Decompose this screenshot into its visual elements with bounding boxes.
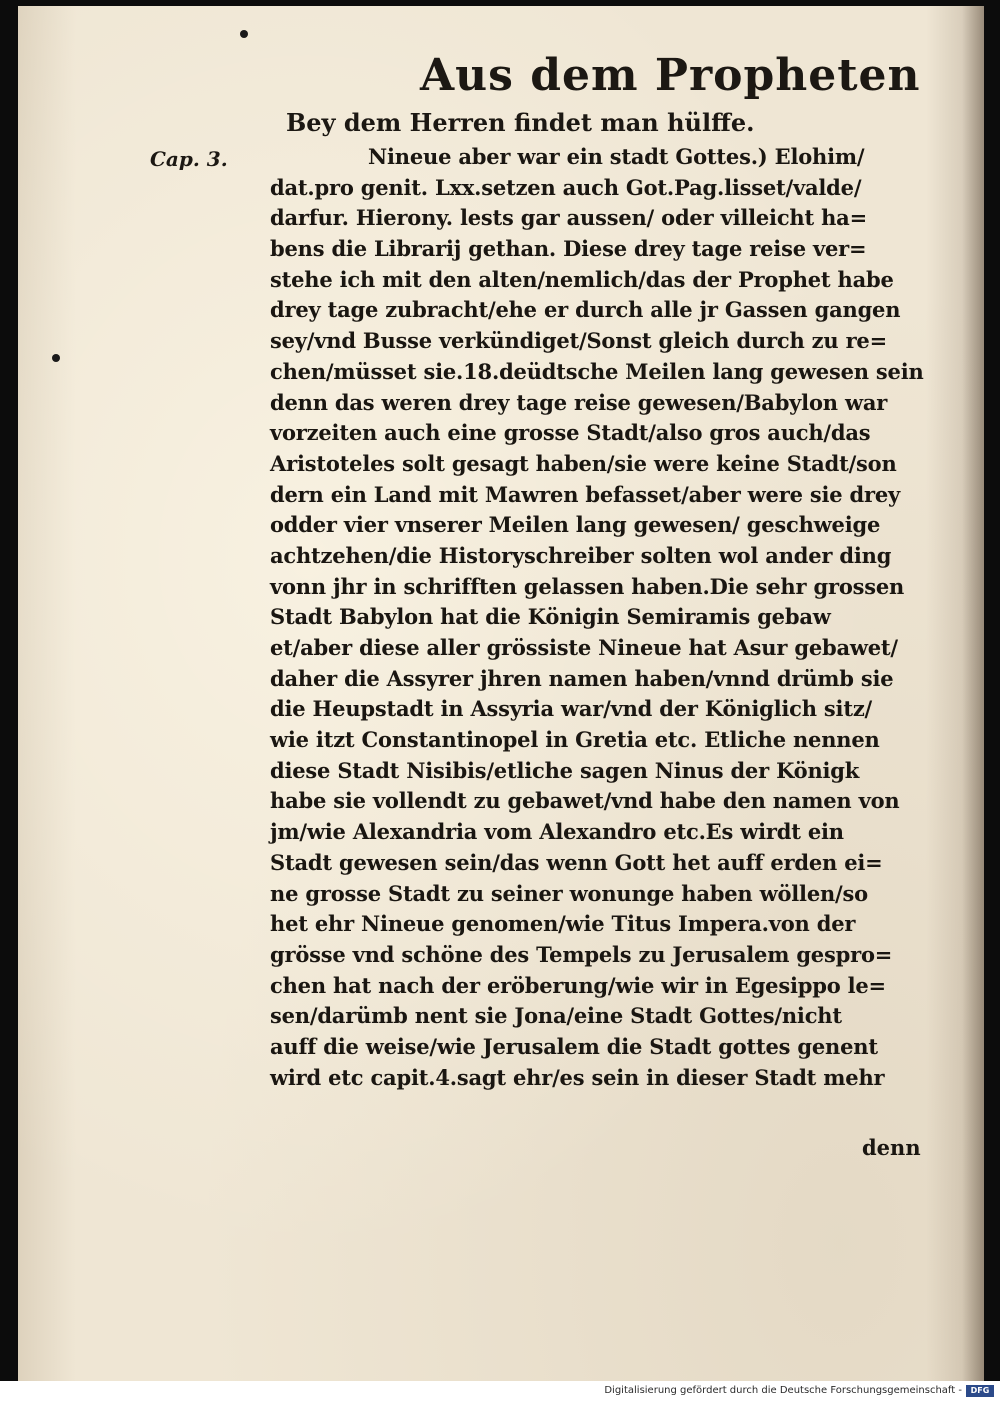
margin-note: Cap. 3. <box>150 147 228 171</box>
text-line: het ehr Nineue genomen/wie Titus Impera.von der <box>270 911 856 937</box>
text-line: vorzeiten auch eine grosse Stadt/also gros auch/das <box>270 420 871 446</box>
text-line: sen/darümb nent sie Jona/eine Stadt Gottes/nicht <box>270 1003 842 1029</box>
text-line: dern ein Land mit Mawren befasset/aber were sie drey <box>270 481 901 507</box>
text-line: die Heupstadt in Assyria war/vnd der Königlich sitz/ <box>270 696 873 722</box>
footer-bar <box>0 1381 1000 1402</box>
dfg-logo: DFG <box>966 1385 994 1397</box>
funding-credit: Digitalisierung gefördert durch die Deutsche Forschungsgemeinschaft - <box>604 1385 962 1396</box>
text-line: diese Stadt Nisibis/etliche sagen Ninus der Königk <box>270 757 860 783</box>
text-line: chen/müsset sie.18.deüdtsche Meilen lang gewesen sein <box>270 358 924 384</box>
text-line: Stadt Babylon hat die Königin Semiramis gebaw <box>270 604 831 630</box>
text-line: chen hat nach der eröberung/wie wir in Egesippo le= <box>270 972 886 998</box>
binding-hole-mark <box>240 30 248 38</box>
text-line: wie itzt Constantinopel in Gretia etc. Etliche nennen <box>270 727 880 753</box>
text-line: et/aber diese aller grössiste Nineue hat Asur gebawet/ <box>270 635 898 660</box>
subheading: Bey dem Herren findet man hülffe. <box>286 108 755 137</box>
text-line: jm/wie Alexandria vom Alexandro etc.Es wirdt ein <box>270 819 844 845</box>
text-line: habe sie vollendt zu gebawet/vnd habe den namen von <box>270 788 900 814</box>
text-line: Aristoteles solt gesagt haben/sie were keine Stadt/son <box>270 450 897 476</box>
text-line: Stadt gewesen sein/das wenn Gott het auff erden ei= <box>270 849 883 875</box>
text-line: ne grosse Stadt zu seiner wonunge haben wöllen/so <box>270 880 868 906</box>
body-text <box>270 142 950 1093</box>
text-line: odder vier vnserer Meilen lang gewesen/ geschweige <box>270 512 881 538</box>
page-edge-shadow <box>962 6 984 1381</box>
text-line: vonn jhr in schrifften gelassen haben.Die sehr grossen <box>270 573 905 599</box>
text-line: darfur. Hierony. lests gar aussen/ oder villeicht ha= <box>270 205 867 231</box>
text-line: denn das weren drey tage reise gewesen/Babylon war <box>270 389 888 415</box>
text-line: achtzehen/die Historyschreiber solten wol ander ding <box>270 542 892 568</box>
text-line: stehe ich mit den alten/nemlich/das der Prophet habe <box>270 266 894 292</box>
text-line: auff die weise/wie Jerusalem die Stadt gottes genent <box>270 1033 878 1059</box>
text-line: Nineue aber war ein stadt Gottes.) Elohim/ <box>368 144 865 169</box>
text-line: dat.pro genit. Lxx.setzen auch Got.Pag.lisset/valde/ <box>270 174 862 200</box>
text-line: drey tage zubracht/ehe er durch alle jr Gassen gangen <box>270 297 901 323</box>
text-line: daher die Assyrer jhren namen haben/vnnd drümb sie <box>270 665 894 691</box>
binding-hole-mark <box>52 354 60 362</box>
text-line: wird etc capit.4.sagt ehr/es sein in dieser Stadt mehr <box>270 1064 885 1090</box>
text-line: grösse vnd schöne des Tempels zu Jerusalem gespro= <box>270 941 893 967</box>
catchword: denn <box>862 1135 921 1160</box>
text-line: bens die Librarij gethan. Diese drey tage reise ver= <box>270 236 867 262</box>
running-head: Aus dem Propheten <box>420 50 921 101</box>
text-line: sey/vnd Busse verkündiget/Sonst gleich durch zu re= <box>270 328 887 354</box>
